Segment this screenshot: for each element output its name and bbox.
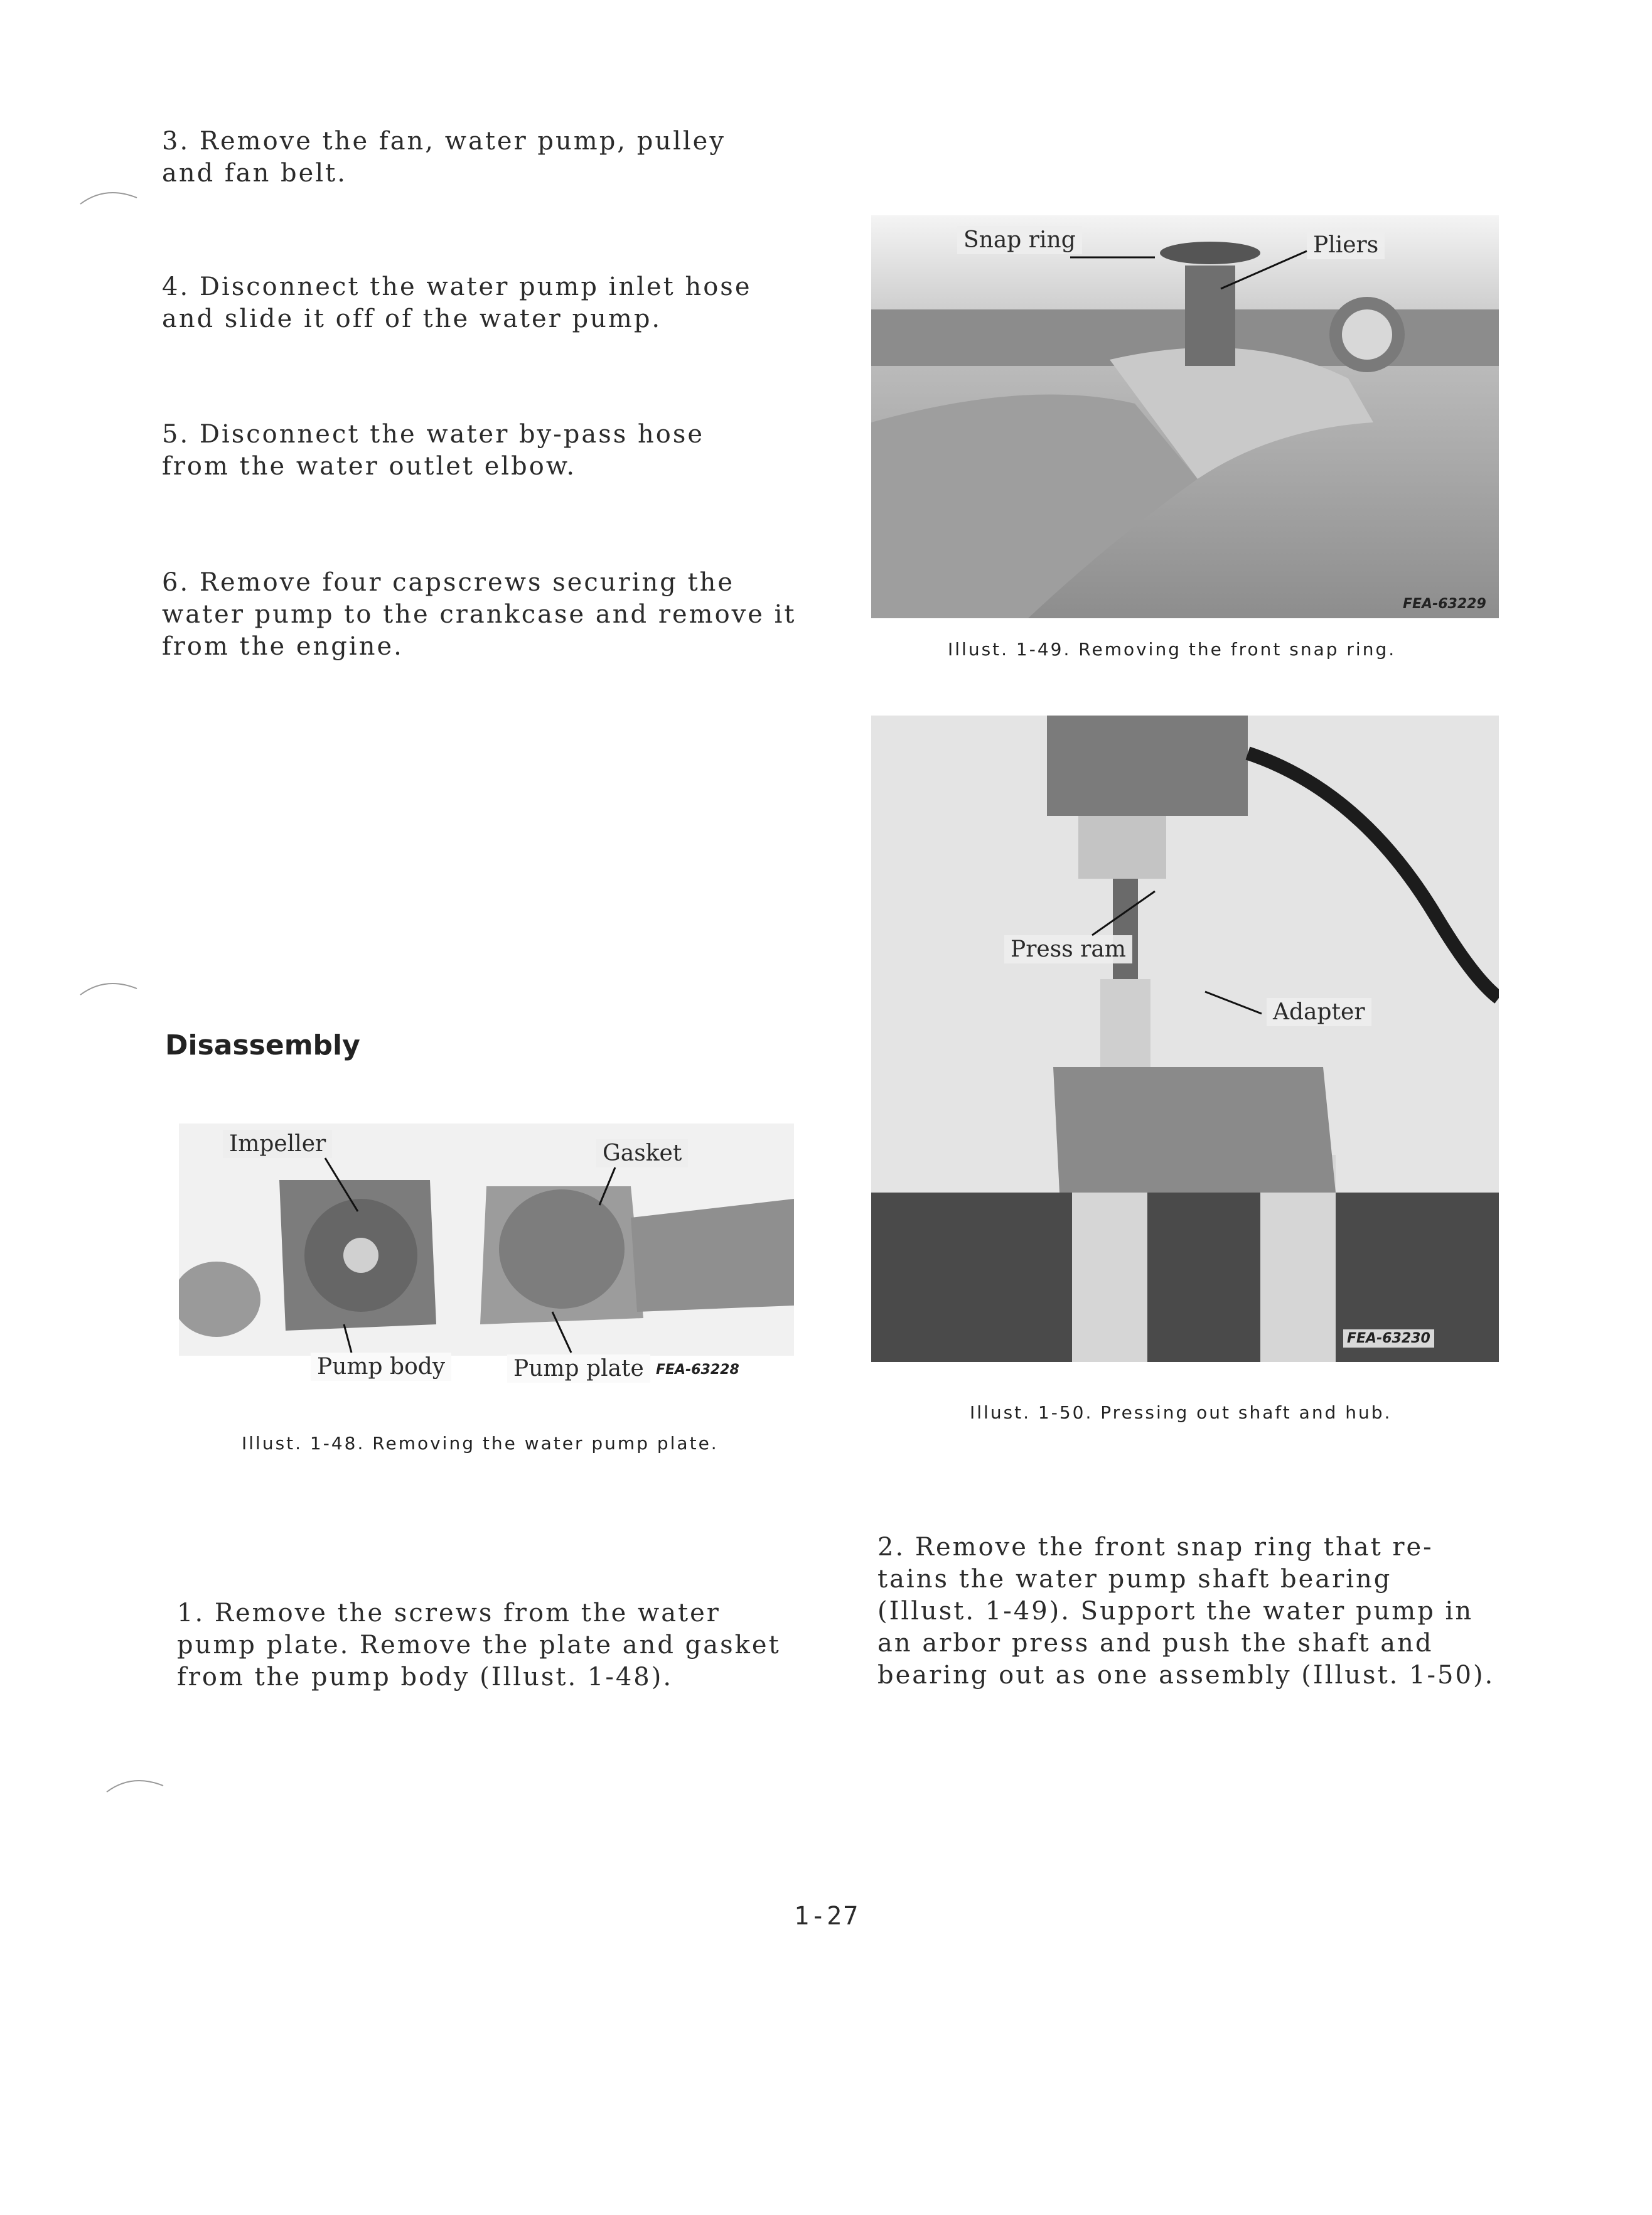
step-4: 4. Disconnect the water pump inlet hose and slide it off of the water pump.	[162, 272, 752, 333]
fea-number-1-50: FEA-63230	[1343, 1329, 1434, 1348]
binder-hole-mark	[74, 179, 149, 235]
step-3: 3. Remove the fan, water pump, pulley and fan belt.	[162, 127, 726, 188]
leader-lines-1-50	[1067, 872, 1306, 1036]
label-snap-ring: Snap ring	[957, 226, 1082, 254]
step-1: 1. Remove the screws from the water pump plate. Remove the plate and gasket from the pump body (Illust. 1-48).	[177, 1599, 781, 1692]
label-gasket: Gasket	[596, 1139, 688, 1167]
photo-illust-1-50	[871, 716, 1499, 1362]
section-heading: Disassembly	[165, 1029, 360, 1061]
caption-illust-1-48: Illust. 1-48. Removing the water pump plate.	[242, 1433, 719, 1454]
leader-lines-1-48	[314, 1155, 628, 1356]
fea-number-1-49: FEA-63229	[1403, 596, 1486, 612]
label-pump-plate: Pump plate	[507, 1354, 650, 1383]
step-2: 2. Remove the front snap ring that re- tains the water pump shaft bearing (Illust. 1-49). Support the water pump in an arbor press and push the shaft and bearing out as one assembly (Illust. 1-50).	[877, 1533, 1495, 1690]
page-number: 1-27	[794, 1902, 860, 1931]
fea-number-1-48: FEA-63228	[656, 1362, 739, 1378]
label-impeller: Impeller	[223, 1130, 332, 1158]
binder-hole-mark	[74, 970, 149, 1026]
binder-hole-mark	[100, 1767, 176, 1823]
label-press-ram: Press ram	[1004, 935, 1132, 963]
label-pump-body: Pump body	[311, 1353, 451, 1381]
step-5: 5. Disconnect the water by-pass hose from the water outlet elbow.	[162, 420, 705, 481]
step-6: 6. Remove four capscrews securing the water pump to the crankcase and remove it from the engine.	[162, 568, 796, 661]
leader-lines-1-49	[1070, 239, 1334, 295]
label-pliers: Pliers	[1307, 231, 1385, 259]
photo-illust-1-50-drawing	[871, 716, 1499, 1362]
label-adapter: Adapter	[1267, 998, 1371, 1026]
caption-illust-1-49: Illust. 1-49. Removing the front snap ring.	[948, 639, 1397, 660]
caption-illust-1-50: Illust. 1-50. Pressing out shaft and hub.	[970, 1402, 1392, 1423]
